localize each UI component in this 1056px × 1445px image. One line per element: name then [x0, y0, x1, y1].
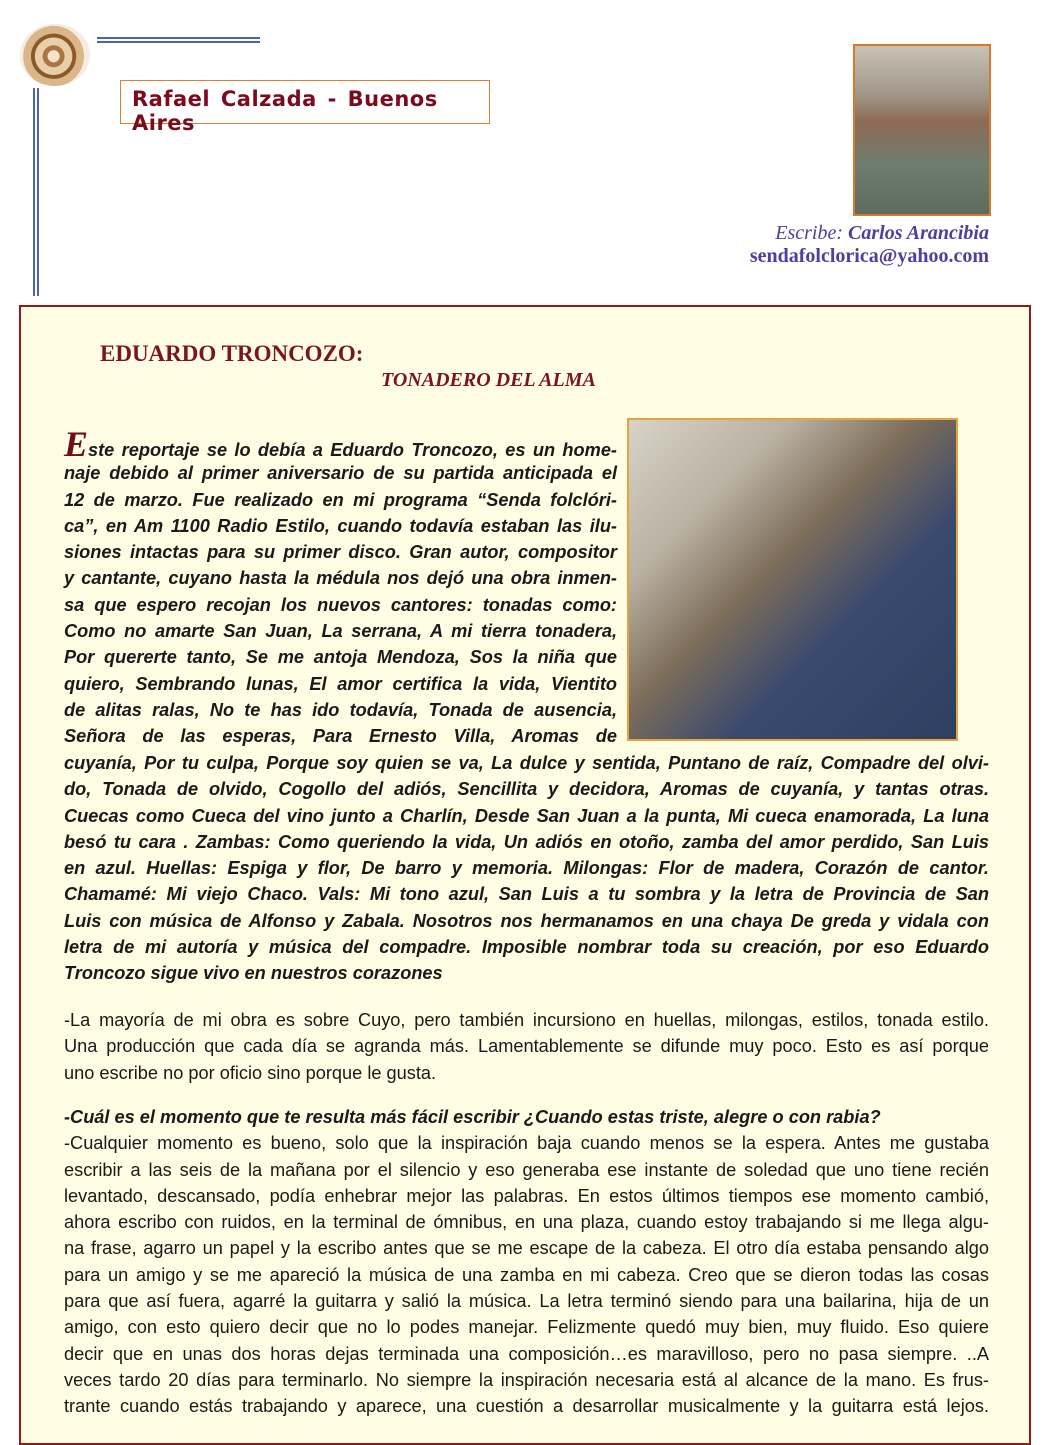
- text-line: do, Tonada de olvido, Cogollo del adiós, Sencillita y decidora, Aromas de cuyanía, y tantas otras.: [64, 779, 989, 800]
- magazine-logo: [20, 24, 90, 86]
- location-label: Rafael Calzada - Buenos Aires: [120, 80, 490, 124]
- text-line: levantado, descansado, podía enhebrar mejor las palabras. En estos últimos tiempos ese momento cambió,: [64, 1185, 989, 1206]
- article-subtitle: TONADERO DEL ALMA: [381, 369, 596, 391]
- text-line: letra de mi autoría y música del compadre. Imposible nombrar toda su creación, por eso Eduardo: [64, 937, 989, 958]
- text-line: uno escribe no por oficio sino porque le gusta.: [64, 1062, 437, 1083]
- text-line: de alitas ralas, No te has ido todavía, Tonada de ausencia,: [64, 699, 617, 720]
- author-name: Carlos Arancibia: [848, 222, 989, 244]
- text-line: en azul. Huellas: Espiga y flor, De barro y memoria. Milongas: Flor de madera, Corazón de cantor.: [64, 858, 989, 879]
- text-line: Luis con música de Alfonso y Zabala. Nosotros nos hermanamos en una chaya De greda y vidala con: [64, 910, 989, 931]
- intro-text-narrow: [64, 424, 617, 750]
- text-line: -Cualquier momento es bueno, solo que la inspiración baja cuando menos se la espera. Antes me gustaba: [64, 1133, 989, 1154]
- guitarist-photo: [627, 418, 958, 741]
- text-line: -La mayoría de mi obra es sobre Cuyo, pero también incursiono en huellas, milongas, estilos, tonada estilo.: [64, 1010, 989, 1030]
- text-line: [64, 424, 617, 464]
- text-line: para que así fuera, agarré la guitarra y salió la música. La letra terminó siendo para una bailarina, hija de un: [64, 1291, 989, 1312]
- text-line: siones intactas para su primer disco. Gran autor, compositor: [64, 542, 617, 563]
- text-line: veces tardo 20 días para terminarlo. No siempre la inspiración necesaria está al alcance de la mano. Es frus-: [64, 1369, 989, 1390]
- decorative-double-line: [97, 37, 260, 43]
- text-line: trante cuando estás trabajando y aparece, una cuestión a desarrollar musicalmente y la guitarra está lejos.: [64, 1396, 989, 1417]
- text-line: ahora escribo con ruidos, en la terminal de ómnibus, en una plaza, cuando estoy trabajando si me llega algu-: [64, 1212, 989, 1233]
- writes-label: Escribe:: [775, 222, 844, 244]
- author-photo: [853, 44, 991, 216]
- text-line: para un amigo y se me apareció la música de una zamba en mi cabeza. Creo que se dieron todas las cosas: [64, 1264, 989, 1285]
- text-line: 12 de marzo. Fue realizado en mi programa “Senda folclóri-: [64, 489, 617, 510]
- text-span: ste reportaje se lo debía a Eduardo Troncozo, es un home-: [88, 440, 617, 460]
- text-line: Señora de las esperas, Para Ernesto Villa, Aromas de: [64, 726, 617, 747]
- text-line: Chamamé: Mi viejo Chaco. Vals: Mi tono azul, San Luis a tu sombra y la letra de Provincia de San: [64, 884, 989, 905]
- intro-text-wide: [64, 750, 989, 987]
- question-answer: [64, 1104, 989, 1420]
- text-line: escribir a las seis de la mañana por el silencio y eso generaba ese instante de soledad que uno tiene recién: [64, 1159, 989, 1180]
- paragraph-2: [64, 1007, 989, 1086]
- text-line: ca”, en Am 1100 Radio Estilo, cuando todavía estaban las ilu-: [64, 515, 617, 536]
- text-line: quiero, Sembrando lunas, El amor certifica la vida, Vientito: [64, 673, 617, 694]
- text-line: Cuecas como Cueca del vino junto a Charlín, Desde San Juan a la punta, Mi cueca enamorada, La luna: [64, 805, 989, 826]
- text-line: na frase, agarro un papel y la escribo antes que se me escape de la cabeza. El otro día estaba pensando algo: [64, 1238, 989, 1259]
- text-line: besó tu cara . Zambas: Como queriendo la vida, Un adiós en otoño, zamba del amor perdido, San Luis: [64, 831, 989, 852]
- text-line: Troncozo sigue vivo en nuestros corazones: [64, 963, 443, 984]
- author-email: sendafolclorica@yahoo.com: [749, 245, 989, 267]
- text-line: y cantante, cuyano hasta la médula nos dejó una obra inmen-: [64, 568, 617, 589]
- article-title: EDUARDO TRONCOZO:: [100, 341, 364, 366]
- text-line: amigo, con esto quiero decir que no lo podes manejar. Felizmente quedó muy bien, muy fluido. Eso quiere: [64, 1317, 989, 1338]
- decorative-double-line-vertical: [33, 88, 39, 296]
- text-line: decir que en unas dos horas dejas terminada una composición…es maravilloso, pero no pasa siempre. ..A: [64, 1343, 989, 1364]
- byline: [775, 222, 989, 245]
- text-line: Por quererte tanto, Se me antoja Mendoza, Sos la niña que: [64, 647, 617, 668]
- drop-cap: E: [64, 424, 89, 464]
- text-line: cuyanía, Por tu culpa, Porque soy quien se va, La dulce y sentida, Puntano de raíz, Compadre del olvi-: [64, 753, 989, 773]
- text-line: naje debido al primer aniversario de su partida anticipada el: [64, 463, 617, 484]
- text-line: sa que espero recojan los nuevos cantores: tonadas como:: [64, 594, 617, 615]
- text-line: Como no amarte San Juan, La serrana, A mi tierra tonadera,: [64, 621, 617, 642]
- question: -Cuál es el momento que te resulta más fácil escribir ¿Cuando estas triste, alegre o con rabia?: [64, 1107, 881, 1127]
- text-line: Una producción que cada día se agranda más. Lamentablemente se difunde muy poco. Esto es así porque: [64, 1036, 989, 1057]
